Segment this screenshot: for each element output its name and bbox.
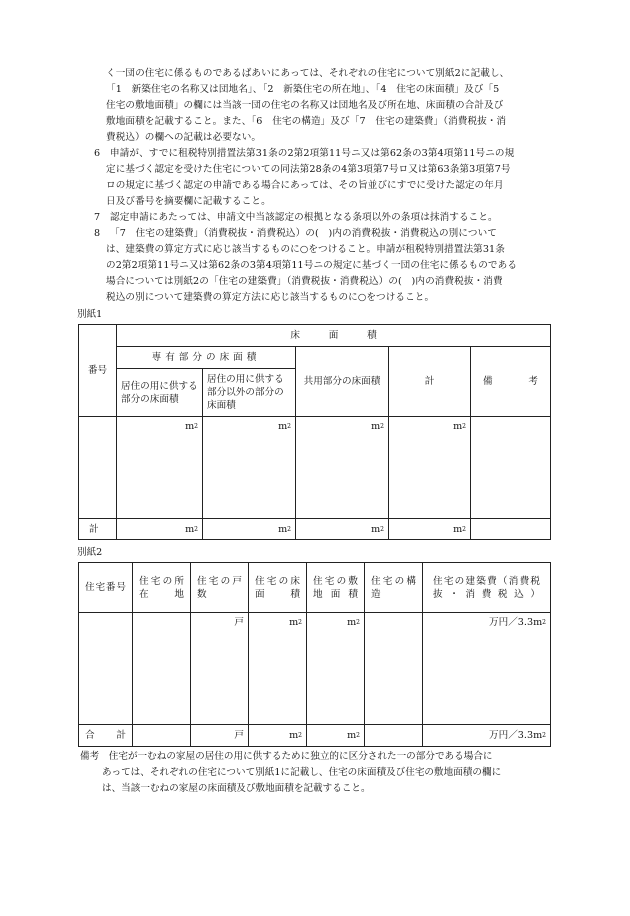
unit-sup: 2 [298,619,302,626]
unit-sup: 2 [380,525,384,533]
cell-total-cost[interactable] [423,725,551,747]
cell-total-count[interactable] [191,725,249,747]
text-line: は、建築費の算定方式に応じ該当するものに○をつけること。申請が租税特別措置法第31条 [106,244,505,255]
total-row-label: 合 計 [79,725,133,747]
paragraph-8 [94,226,517,306]
cell-dwelling-location[interactable] [133,613,191,725]
unit-cost: 万円／3.3m [489,730,543,741]
header-dwelling-count: 住宅の戸数 [191,563,249,613]
cell-total-non-residential[interactable] [203,519,296,540]
sheet2-label: 別紙2 [77,547,103,558]
header-exclusive-area: 専有部分の床面積 [117,347,296,369]
header-dwelling-site-area: 住宅の敷地面積 [307,563,365,613]
remarks-note [80,749,501,797]
unit-sqm: m [371,523,381,535]
text-line: 「7 住宅の建築費」（消費税抜・消費税込）の( )内の消費税抜・消費税込の別について [110,228,497,239]
unit-sup: 2 [462,423,466,430]
cell-residential-area[interactable] [117,417,203,519]
unit-sup: 2 [194,423,198,430]
text-line: 敷地面積を記載すること。また、「6 住宅の構造」及び「7 住宅の建築費」（消費税抜・消 [106,116,507,127]
header-non-residential-part: 居住の用に供する部分以外の部分の床面積 [203,369,296,417]
header-dwelling-floor-area: 住宅の床面積 [249,563,307,613]
table-total-row [79,725,551,747]
cell-total-remarks[interactable] [471,519,551,540]
unit-sup: 2 [462,525,466,533]
unit-sup: 2 [356,619,360,626]
header-dwelling-structure: 住宅の構造 [365,563,423,613]
total-row-label: 計 [79,519,117,540]
text-line: 「1 新築住宅の名称又は団地名」、「2 新築住宅の所在地」、「4 住宅の床面積」及び「5 [106,84,500,95]
text-line: 税込の別について建築費の算定方法に応じ該当するものに○をつけること。 [106,292,435,303]
cell-total[interactable] [389,417,471,519]
unit-sqm: m [453,523,463,535]
unit-sup: 2 [194,525,198,533]
sheet1-label: 別紙1 [77,309,103,320]
cell-total-location[interactable] [133,725,191,747]
cell-total-total[interactable] [389,519,471,540]
paragraph-5-continuation [106,66,509,146]
cell-dwelling-count[interactable] [191,613,249,725]
text-line: く一団の住宅に係るものであるばあいにあっては、それぞれの住宅について別紙2に記載し、 [106,68,510,79]
unit-sup: 2 [298,732,302,739]
unit-sqm: m [453,421,463,432]
text-line: 費税込）の欄への記載は必要ない。 [106,132,262,143]
unit-sup: 2 [287,525,291,533]
unit-cost: 万円／3.3m [489,617,543,628]
text-line: の2第2項第11号ニ又は第62条の3第4項第11号ニの規定に基づく一団の住宅に係るものである [106,260,518,271]
table-row [79,417,551,519]
cell-dwelling-floor-area[interactable] [249,613,307,725]
text-line: 場合については別紙2の「住宅の建築費」（消費税抜・消費税込）の( )内の消費税抜・消費 [106,276,503,287]
header-residential-part: 居住の用に供する部分の床面積 [117,369,203,417]
cell-number[interactable] [79,417,117,519]
unit-sup: 2 [380,423,384,430]
unit-sup: 2 [542,732,546,739]
paragraph-6 [94,146,514,210]
table-total-row [79,519,551,540]
cell-total-site-area[interactable] [307,725,365,747]
text-line: は、当該一むねの家屋の床面積及び敷地面積を記載すること。 [102,783,371,794]
header-common-area: 共用部分の床面積 [296,347,389,417]
text-line: 備考 住宅が一むねの家屋の居住の用に供するために独立的に区分された一の部分である場合に [80,751,493,762]
header-dwelling-cost: 住宅の建築費（消費税抜・消費税込） [423,563,551,613]
cell-non-residential-area[interactable] [203,417,296,519]
text-line: 住宅の敷地面積」の欄には当該一団の住宅の名称又は団地名及び所在地、床面積の合計及び [106,100,504,111]
cell-total-common[interactable] [296,519,389,540]
paragraph-7 [94,210,498,226]
unit-sup: 2 [542,619,546,626]
header-remarks: 備考 [471,347,551,417]
cell-common-area[interactable] [296,417,389,519]
unit-dwelling: 戸 [234,617,244,628]
text-line: 申請が、すでに租税特別措置法第31条の2第2項第11号ニ又は第62条の3第4項第11号ニの規 [110,148,515,159]
cell-total-structure[interactable] [365,725,423,747]
header-dwelling-number: 住宅番号 [79,563,133,613]
unit-dwelling: 戸 [234,730,244,741]
cell-dwelling-number[interactable] [79,613,133,725]
cell-total-residential[interactable] [117,519,203,540]
unit-sqm: m [347,730,357,741]
unit-sup: 2 [356,732,360,739]
item-number: 7 [94,212,101,223]
text-line: 定に基づく認定を受けた住宅についての同法第28条の4第3項第7号ロ又は第63条第3項第7号 [106,164,511,175]
sheet1-table [78,324,551,540]
cell-dwelling-site-area[interactable] [307,613,365,725]
cell-dwelling-cost[interactable] [423,613,551,725]
header-floor-area: 床 面 積 [117,325,551,347]
table-row [79,613,551,725]
cell-dwelling-structure[interactable] [365,613,423,725]
unit-sup: 2 [287,423,291,430]
text-line: 日及び番号を摘要欄に記載すること。 [106,196,271,207]
text-line: 認定申請にあたっては、申請文中当該認定の根拠となる条項以外の条項は抹消すること。 [110,212,498,223]
unit-sqm: m [347,617,357,628]
unit-sqm: m [185,421,195,432]
item-number: 6 [94,148,101,159]
header-number: 番号 [79,325,117,417]
unit-sqm: m [371,421,381,432]
text-line: あっては、それぞれの住宅について別紙1に記載し、住宅の床面積及び住宅の敷地面積の欄に [102,767,502,778]
cell-remarks[interactable] [471,417,551,519]
unit-sqm: m [289,730,299,741]
item-number: 8 [94,228,101,239]
header-total: 計 [389,347,471,417]
unit-sqm: m [289,617,299,628]
unit-sqm: m [185,523,195,535]
sheet2-table [78,562,551,747]
unit-sqm: m [278,421,288,432]
text-line: ロの規定に基づく認定の申請である場合にあっては、その旨並びにすでに受けた認定の年月 [106,180,504,191]
header-dwelling-location: 住宅の所在地 [133,563,191,613]
unit-sqm: m [278,523,288,535]
cell-total-floor-area[interactable] [249,725,307,747]
